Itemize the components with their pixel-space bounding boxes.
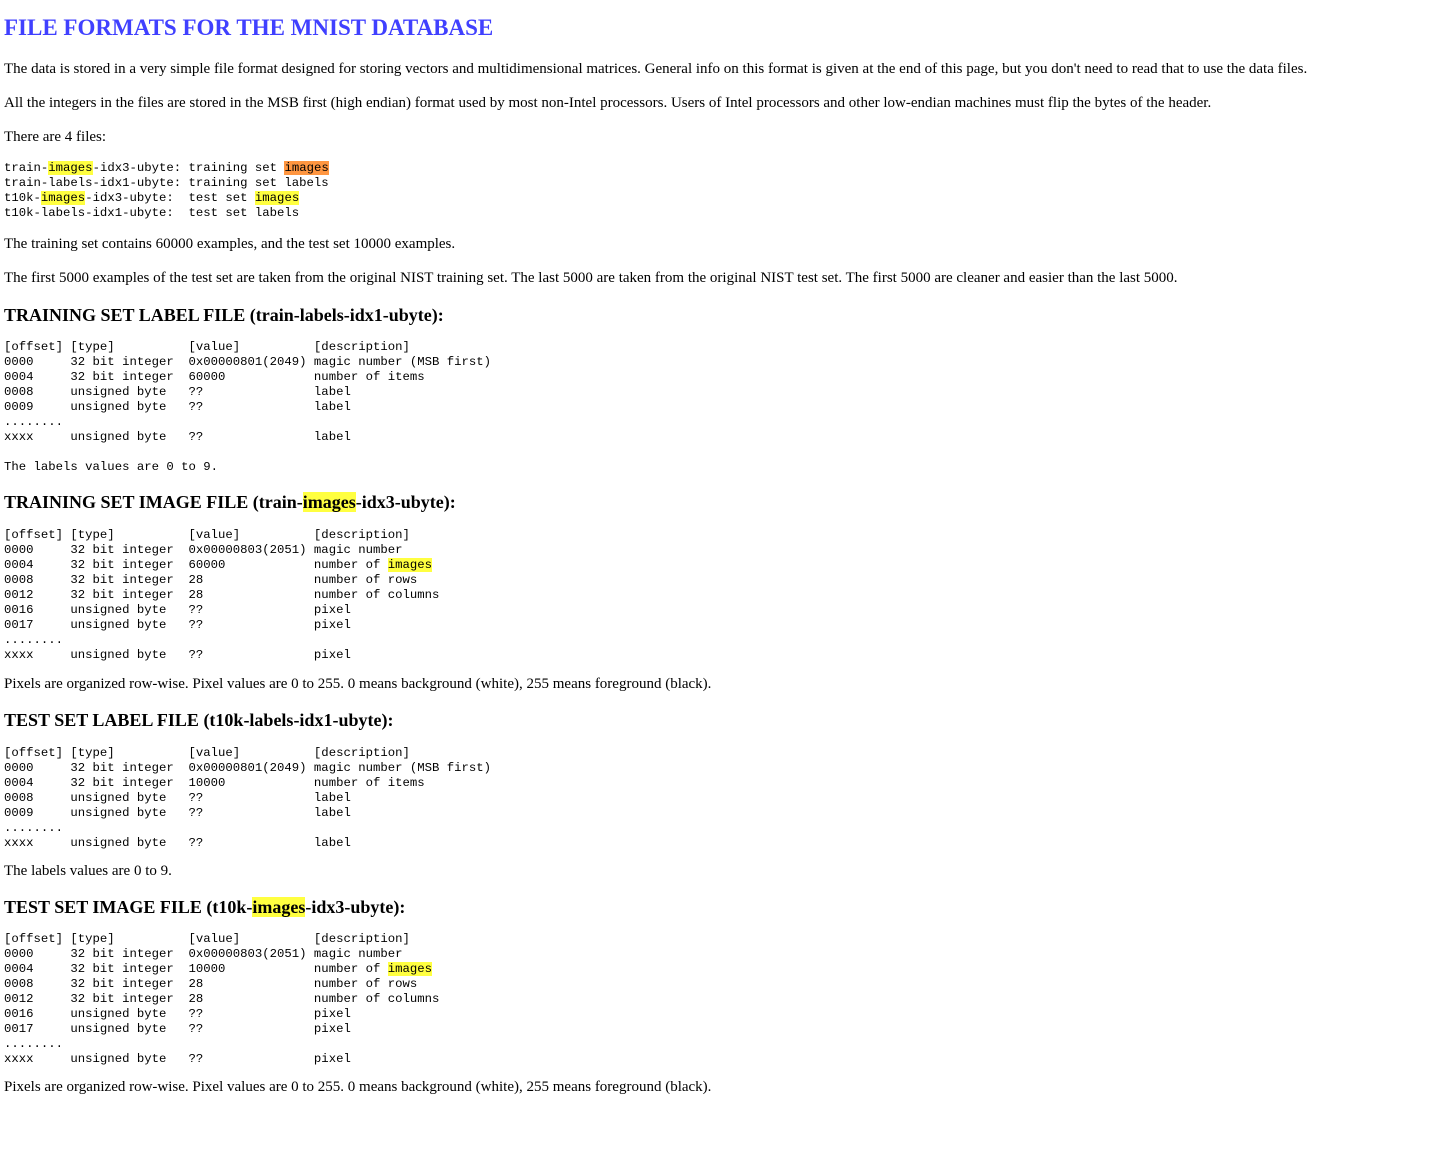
table-row: 0004 32 bit integer 10000 number of items <box>4 776 425 790</box>
format-table <box>4 746 1435 851</box>
active-search-highlight: images <box>284 161 329 175</box>
table-row: 0008 32 bit integer 28 number of rows <box>4 977 418 991</box>
table-row: 0008 32 bit integer 28 number of rows <box>4 573 418 587</box>
table-row: xxxx unsigned byte ?? pixel <box>4 1052 351 1066</box>
table-row: 0016 unsigned byte ?? pixel <box>4 603 351 617</box>
section-note: The labels values are 0 to 9. <box>4 460 219 474</box>
table-row: xxxx unsigned byte ?? label <box>4 836 351 850</box>
search-highlight: images <box>387 962 433 976</box>
split-paragraph: The first 5000 examples of the test set are taken from the original NIST training set. The last 5000 are taken from the original NIST test set. The first 5000 are cleaner and easier than the last 5000. <box>4 270 1178 286</box>
section-heading: TRAINING SET LABEL FILE (train-labels-idx1-ubyte): <box>4 305 444 325</box>
table-row: 0017 unsigned byte ?? pixel <box>4 618 351 632</box>
search-highlight: images <box>40 191 86 205</box>
table-row: 0016 unsigned byte ?? pixel <box>4 1007 351 1021</box>
section-note: Pixels are organized row-wise. Pixel values are 0 to 255. 0 means background (white), 255 means foreground (black). <box>4 676 712 692</box>
format-table <box>4 340 1435 445</box>
format-table <box>4 932 1435 1067</box>
format-table <box>4 528 1435 663</box>
table-row: xxxx unsigned byte ?? label <box>4 430 351 444</box>
table-row: 0004 32 bit integer 60000 number of items <box>4 370 425 384</box>
format-sections <box>4 304 1435 1097</box>
endian-paragraph: All the integers in the files are stored in the MSB first (high endian) format used by most non-Intel processors. Users of Intel processors and other low-endian machines must flip the bytes of the header. <box>4 95 1212 111</box>
table-header-row: [offset] [type] [value] [description] <box>4 932 410 946</box>
search-highlight: images <box>48 161 93 175</box>
files-count-paragraph: There are 4 files: <box>4 129 107 145</box>
table-row: ........ <box>4 415 64 429</box>
table-row: ........ <box>4 1037 64 1051</box>
table-row: 0008 unsigned byte ?? label <box>4 385 351 399</box>
file-line: t10k-images-idx3-ubyte: test set images <box>4 191 300 205</box>
section-note: Pixels are organized row-wise. Pixel values are 0 to 255. 0 means background (white), 255 means foreground (black). <box>4 1079 712 1095</box>
section-heading: TEST SET LABEL FILE (t10k-labels-idx1-ubyte): <box>4 710 394 730</box>
section-heading: TEST SET IMAGE FILE (t10k-images-idx3-ubyte): <box>4 897 406 917</box>
files-list <box>4 161 1435 221</box>
table-row: 0000 32 bit integer 0x00000801(2049) magic number (MSB first) <box>4 761 492 775</box>
table-row: xxxx unsigned byte ?? pixel <box>4 648 351 662</box>
table-row: ........ <box>4 821 64 835</box>
table-row: 0009 unsigned byte ?? label <box>4 806 351 820</box>
table-header-row: [offset] [type] [value] [description] <box>4 528 410 542</box>
table-header-row: [offset] [type] [value] [description] <box>4 340 410 354</box>
counts-paragraph: The training set contains 60000 examples, and the test set 10000 examples. <box>4 236 456 252</box>
file-line: train-images-idx3-ubyte: training set images <box>4 161 329 175</box>
table-row: 0000 32 bit integer 0x00000803(2051) magic number <box>4 947 403 961</box>
file-line: t10k-labels-idx1-ubyte: test set labels <box>4 206 300 220</box>
table-row: 0012 32 bit integer 28 number of columns <box>4 992 440 1006</box>
file-line: train-labels-idx1-ubyte: training set labels <box>4 176 329 190</box>
table-row: 0004 32 bit integer 60000 number of images <box>4 558 433 572</box>
table-row: 0004 32 bit integer 10000 number of images <box>4 962 433 976</box>
page <box>0 13 1435 1097</box>
table-row: ........ <box>4 633 64 647</box>
search-highlight: images <box>252 897 306 917</box>
table-row: 0000 32 bit integer 0x00000801(2049) magic number (MSB first) <box>4 355 492 369</box>
intro-paragraph: The data is stored in a very simple file format designed for storing vectors and multidimensional matrices. General info on this format is given at the end of this page, but you don't need to read that to use the data files. <box>4 61 1308 77</box>
search-highlight: images <box>254 191 300 205</box>
search-highlight: images <box>302 492 356 512</box>
table-row: 0017 unsigned byte ?? pixel <box>4 1022 351 1036</box>
search-highlight: images <box>387 558 433 572</box>
page-title: FILE FORMATS FOR THE MNIST DATABASE <box>4 15 494 40</box>
table-row: 0008 unsigned byte ?? label <box>4 791 351 805</box>
table-row: 0012 32 bit integer 28 number of columns <box>4 588 440 602</box>
section-note: The labels values are 0 to 9. <box>4 863 172 879</box>
table-row: 0000 32 bit integer 0x00000803(2051) magic number <box>4 543 403 557</box>
table-row: 0009 unsigned byte ?? label <box>4 400 351 414</box>
section-heading: TRAINING SET IMAGE FILE (train-images-idx3-ubyte): <box>4 492 456 512</box>
table-header-row: [offset] [type] [value] [description] <box>4 746 410 760</box>
